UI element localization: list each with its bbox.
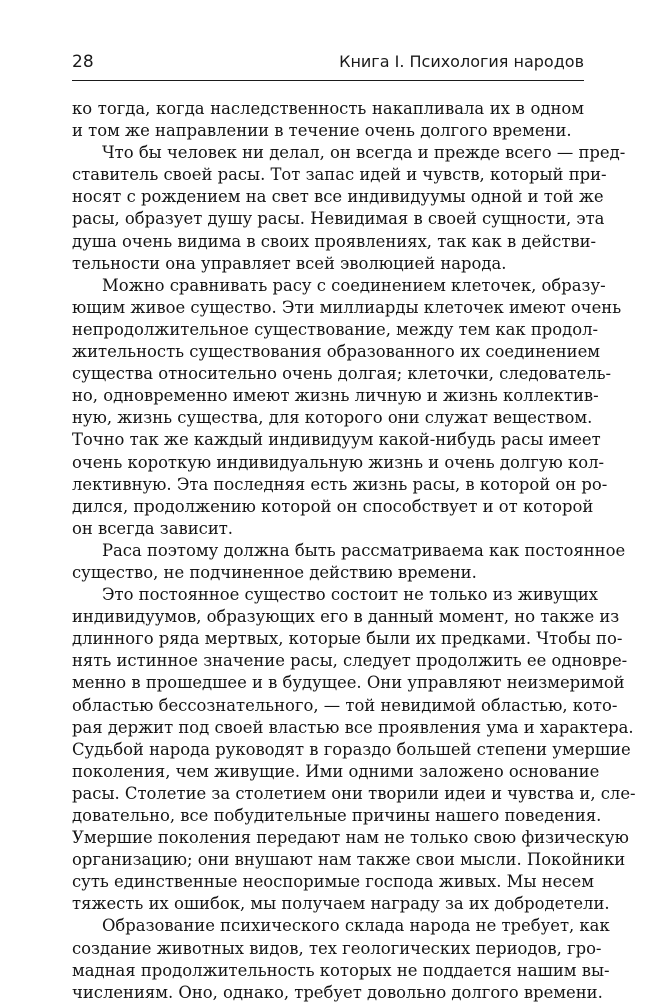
text-line: но, одновременно имеют жизнь личную и жизнь коллектив-: [72, 386, 599, 406]
text-line: существо, не подчиненное действию времени.: [72, 562, 477, 582]
text-line: Образование психического склада народа не требует, как: [102, 916, 610, 936]
body-text: [72, 98, 636, 1004]
text-line: Судьбой народа руководят в гораздо большей степени умершие: [72, 739, 631, 759]
text-line: непродолжительное существование, между тем как продол-: [72, 319, 599, 339]
text-line: ющим живое существо. Эти миллиарды клеточек имеют очень: [72, 297, 622, 317]
text-line: поколения, чем живущие. Ими одними заложено основание: [72, 761, 600, 781]
text-line: Умершие поколения передают нам не только свою физическую: [72, 828, 629, 848]
text-line: лективную. Эта последняя есть жизнь расы, в которой он ро-: [72, 474, 608, 494]
text-line: дился, продолжению которой он способствует и от которой: [72, 496, 594, 516]
text-line: он всегда зависит.: [72, 518, 234, 538]
text-line: рая держит под своей властью все проявления ума и характера.: [72, 717, 634, 737]
text-line: длинного ряда мертвых, которые были их предками. Чтобы по-: [72, 629, 623, 649]
page-header: [72, 46, 584, 81]
text-line: организацию; они внушают нам также свои мысли. Покойники: [72, 850, 626, 870]
text-line: ко тогда, когда наследственность накапливала их в одном: [72, 99, 584, 118]
text-line: расы. Столетие за столетием они творили идеи и чувства и, сле-: [72, 783, 636, 803]
text-line: довательно, все побудительные причины нашего поведения.: [72, 806, 602, 825]
text-line: менно в прошедшее и в будущее. Они управляют неизмеримой: [72, 673, 625, 693]
running-head: Книга I. Психология народов: [339, 52, 584, 71]
text-line: нять истинное значение расы, следует продолжить ее одновре-: [72, 651, 628, 671]
text-line: числениям. Оно, однако, требует довольно долгого времени.: [72, 982, 603, 1002]
text-line: индивидуумов, образующих его в данный момент, но также из: [72, 607, 620, 627]
text-line: душа очень видима в своих проявлениях, так как в действи-: [72, 231, 597, 251]
text-line: ную, жизнь существа, для которого они служат веществом.: [72, 408, 593, 428]
text-line: носят с рождением на свет все индивидуумы одной и той же: [72, 187, 604, 207]
text-line: Что бы человек ни делал, он всегда и прежде всего — пред-: [102, 143, 626, 163]
text-line: тельности она управляет всей эволюцией народа.: [72, 253, 507, 273]
text-line: суть единственные неоспоримые господа живых. Мы несем: [72, 872, 594, 892]
text-line: Раса поэтому должна быть рассматриваема как постоянное: [102, 540, 626, 560]
text-line: жительность существования образованного их соединением: [72, 342, 601, 362]
text-line: ставитель своей расы. Тот запас идей и чувств, который при-: [72, 165, 607, 185]
text-line: расы, образует душу расы. Невидимая в своей сущности, эта: [72, 209, 605, 229]
text-line: создание животных видов, тех геологических периодов, гро-: [72, 938, 602, 958]
text-line: очень короткую индивидуальную жизнь и очень долгую кол-: [72, 452, 605, 472]
text-line: Это постоянное существо состоит не только из живущих: [102, 585, 599, 605]
text-line: существа относительно очень долгая; клеточки, следователь-: [72, 364, 612, 384]
text-line: Можно сравнивать расу с соединением клеточек, образу-: [102, 275, 606, 295]
text-line: тяжесть их ошибок, мы получаем награду за их добродетели.: [72, 894, 610, 914]
text-line: мадная продолжительность которых не поддается нашим вы-: [72, 960, 610, 980]
text-line: Точно так же каждый индивидуум какой-нибудь расы имеет: [72, 430, 601, 450]
text-line: и том же направлении в течение очень долгого времени.: [72, 121, 572, 141]
text-line: областью бессознательного, — той невидимой областью, кото-: [72, 695, 618, 715]
page-number: 28: [72, 52, 94, 72]
